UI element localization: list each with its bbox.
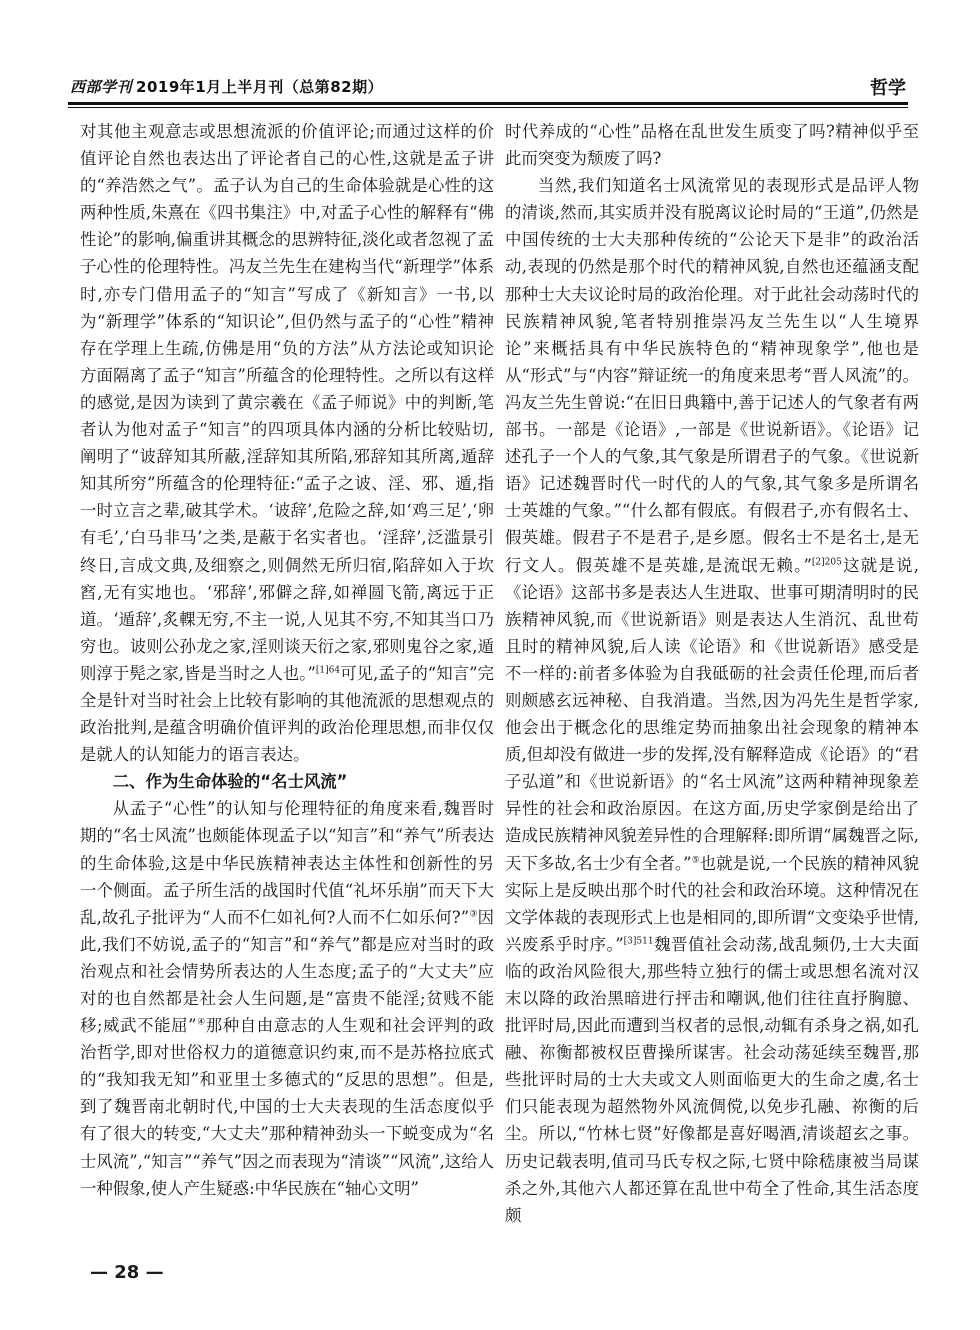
paragraph-text: 因此,我们不妨说,孟子的“知言”和“养气”都是应对当时的政治观点和社会情势所表达的人生态度;孟子的“大丈夫”应对的也自然都是社会人生问题,是“富贵不能淫;贫贱不能移;威武不能屈” <box>80 907 494 1036</box>
paragraph-text: 从孟子“心性”的认知与伦理特征的角度来看,魏晋时期的“名士风流”也颇能体现孟子以“知言”和“养气”所表达的生命体验,这是中华民族精神表达主体性和创新性的另一个侧面。孟子所生活的战国时代值“礼坏乐崩”而天下大乱,故孔子批评为“人而不仁如礼何?人而不仁如乐何?” <box>80 799 494 927</box>
running-header <box>70 74 906 102</box>
page-number: — 28 — <box>90 1262 164 1283</box>
paragraph-text: 这就是说,《论语》这部书多是表达人生进取、世事可期清明时的民族精神风貌,而《世说新语》则是表达人生消沉、乱世苟且时的精神风貌,后人读《论语》和《世说新语》感受是不一样的:前者多体验为自我砥砺的社会责任伦理,而后者则颇感玄远神秘、自我消遣。当然,因为冯先生是哲学家,他会出于概念化的思维定势而抽象出社会现象的精神本质,但却没有做进一步的发挥,没有解释造成《论语》的“君子弘道”和《世说新语》的“名士风流”这两种精神现象差异性的社会和政治原因。在这方面,历史学家倒是给出了造成民族精神风貌差异性的合理解释:即所谓“属魏晋之际,天下多故,名士少有全者。” <box>505 555 919 873</box>
paragraph-text: 对其他主观意志或思想流派的价值评论;而通过这样的价值评论自然也表达出了评论者自己的心性,这就是孟子讲的“养浩然之气”。孟子认为自己的生命体验就是心性的这两种性质,朱熹在《四书集注》中,对孟子心性的解释有“佛性论”的影响,偏重讲其概念的思辨特征,淡化或者忽视了孟子心性的伦理特性。冯友兰先生在建构当代“新理学”体系时,亦专门借用孟子的“知言”写成了《新知言》一书,以为“新理学”体系的“知识论”,但仍然与孟子的“心性”精神存在学理上生疏,仿佛是用“负的方法”从方法论或知识论方面隔离了孟子“知言”所蕴含的伦理特性。之所以有这样的感觉,是因为读到了黄宗羲在《孟子师说》中的判断,笔者认为他对孟子“知言”的四项具体内涵的分析比较贴切,阐明了“诐辞知其所蔽,淫辞知其所陷,邪辞知其所离,遁辞知其所穷”所蕴含的伦理特征:“孟子之诐、淫、邪、遁,指一时立言之辈,破其学术。‘诐辞’,危险之辞,如‘鸡三足’,‘卵有毛’,‘白马非马’之类,是蔽于名实者也。‘淫辞’,泛滥景引终日,言成文典,及细察之,则倜然无所归宿,陷辞如入于坎窞,无有实地也。‘邪辞’,邪僻之辞,如禅圆飞箭,离远于正道。‘遁辞’,炙輠无穷,不主一说,人见其不穷,不知其当口乃穷也。诐则公孙龙之家,淫则谈天衍之家,邪则鬼谷之家,遁则淳于髡之家,皆是当时之人也。” <box>80 122 494 683</box>
issue-info: 2019年1月上半月刊（总第82期） <box>136 78 384 96</box>
citation-marker: [2]205 <box>811 557 842 568</box>
paragraph <box>505 172 919 1229</box>
paragraph <box>80 795 494 1201</box>
header-rule-thin <box>68 107 908 108</box>
citation-marker: [1]64 <box>315 665 341 676</box>
paragraph-text: 那种自由意志的人生观和社会评判的政治哲学,即对世俗权力的道德意识约束,而不是苏格拉底式的“我知我无知”和亚里士多德式的“反思的思想”。但是,到了魏晋南北朝时代,中国的士大夫表现的生活态度似乎有了很大的转变,“大丈夫”那种精神劲头一下蜕变成为“名士风流”,“知言”“养气”因之而表现为“清谈”“风流”,这给人一种假象,使人产生疑惑:中华民族在“轴心文明” <box>80 1016 494 1198</box>
paragraph-text: 可见,孟子的“知言”完全是针对当时社会上比较有影响的其他流派的思想观点的政治批判,是蕴含明确价值评判的政治伦理思想,而非仅仅是就人的认知能力的语言表达。 <box>80 663 494 765</box>
paragraph-text: 魏晋值社会动荡,战乱频仍,士大夫面临的政治风险很大,那些特立独行的儒士或思想名流对汉末以降的政治黑暗进行抨击和嘲讽,他们往往直抒胸臆、批评时局,因此而遭到当权者的忌恨,动辄有杀身之祸,如孔融、祢衡都被权臣曹操所谋害。社会动荡延续至魏晋,那些批评时局的士大夫或文人则面临更大的生命之虞,名士们只能表现为超然物外风流倜傥,以免步孔融、祢衡的后尘。所以,“竹林七贤”好像都是喜好喝酒,清谈超玄之事。历史记载表明,值司马氏专权之际,七贤中除嵇康被当局谋杀之外,其他六人都还算在乱世中苟全了性命,其生活态度颇 <box>505 934 919 1225</box>
footnote-marker: ③ <box>469 909 478 920</box>
paragraph: 时代养成的“心性”品格在乱世发生质变了吗?精神似乎至此而突变为颓废了吗? <box>505 122 919 169</box>
right-column <box>505 118 919 1248</box>
footnote-marker: ④ <box>196 1017 206 1028</box>
journal-title <box>70 76 383 97</box>
citation-marker: [3]511 <box>623 936 654 947</box>
section-heading: 二、作为生命体验的“名士风流” <box>112 772 348 792</box>
left-column <box>80 118 494 1248</box>
section-label: 哲学 <box>870 78 906 99</box>
paragraph <box>80 118 494 768</box>
paragraph-text: 也就是说,一个民族的精神风貌实际上是反映出那个时代的社会和政治环境。这种情况在文学体裁的表现形式上也是相同的,即所谓“文变染乎世情,兴废系乎时序。” <box>505 853 919 954</box>
footnote-marker: ⑤ <box>691 855 700 866</box>
paragraph-text: 当然,我们知道名士风流常见的表现形式是品评人物的清谈,然而,其实质并没有脱离议论时局的“王道”,仍然是中国传统的士大夫那种传统的“公论天下是非”的政治活动,表现的仍然是那个时代的精神风貌,自然也还蕴涵支配那种士大夫议论时局的政治伦理。对于此社会动荡时代的民族精神风貌,笔者特别推崇冯友兰先生以“人生境界论”来概括具有中华民族特色的“精神现象学”,他也是从“形式”与“内容”辩证统一的角度来思考“晋人风流”的。冯友兰先生曾说:“在旧日典籍中,善于记述人的气象者有两部书。一部是《论语》,一部是《世说新语》。《论语》记述孔子一个人的气象,其气象是所谓君子的气象。《世说新语》记述魏晋时代一时代的人的气象,其气象多是所谓名士英雄的气象。”“什么都有假底。有假君子,亦有假名士、假英雄。假君子不是君子,是乡愿。假名士不是名士,是无行文人。假英雄不是英雄,是流氓无赖。” <box>505 176 919 575</box>
journal-logo: 西部学刊 <box>70 78 133 96</box>
header-rule-thick <box>68 102 908 105</box>
